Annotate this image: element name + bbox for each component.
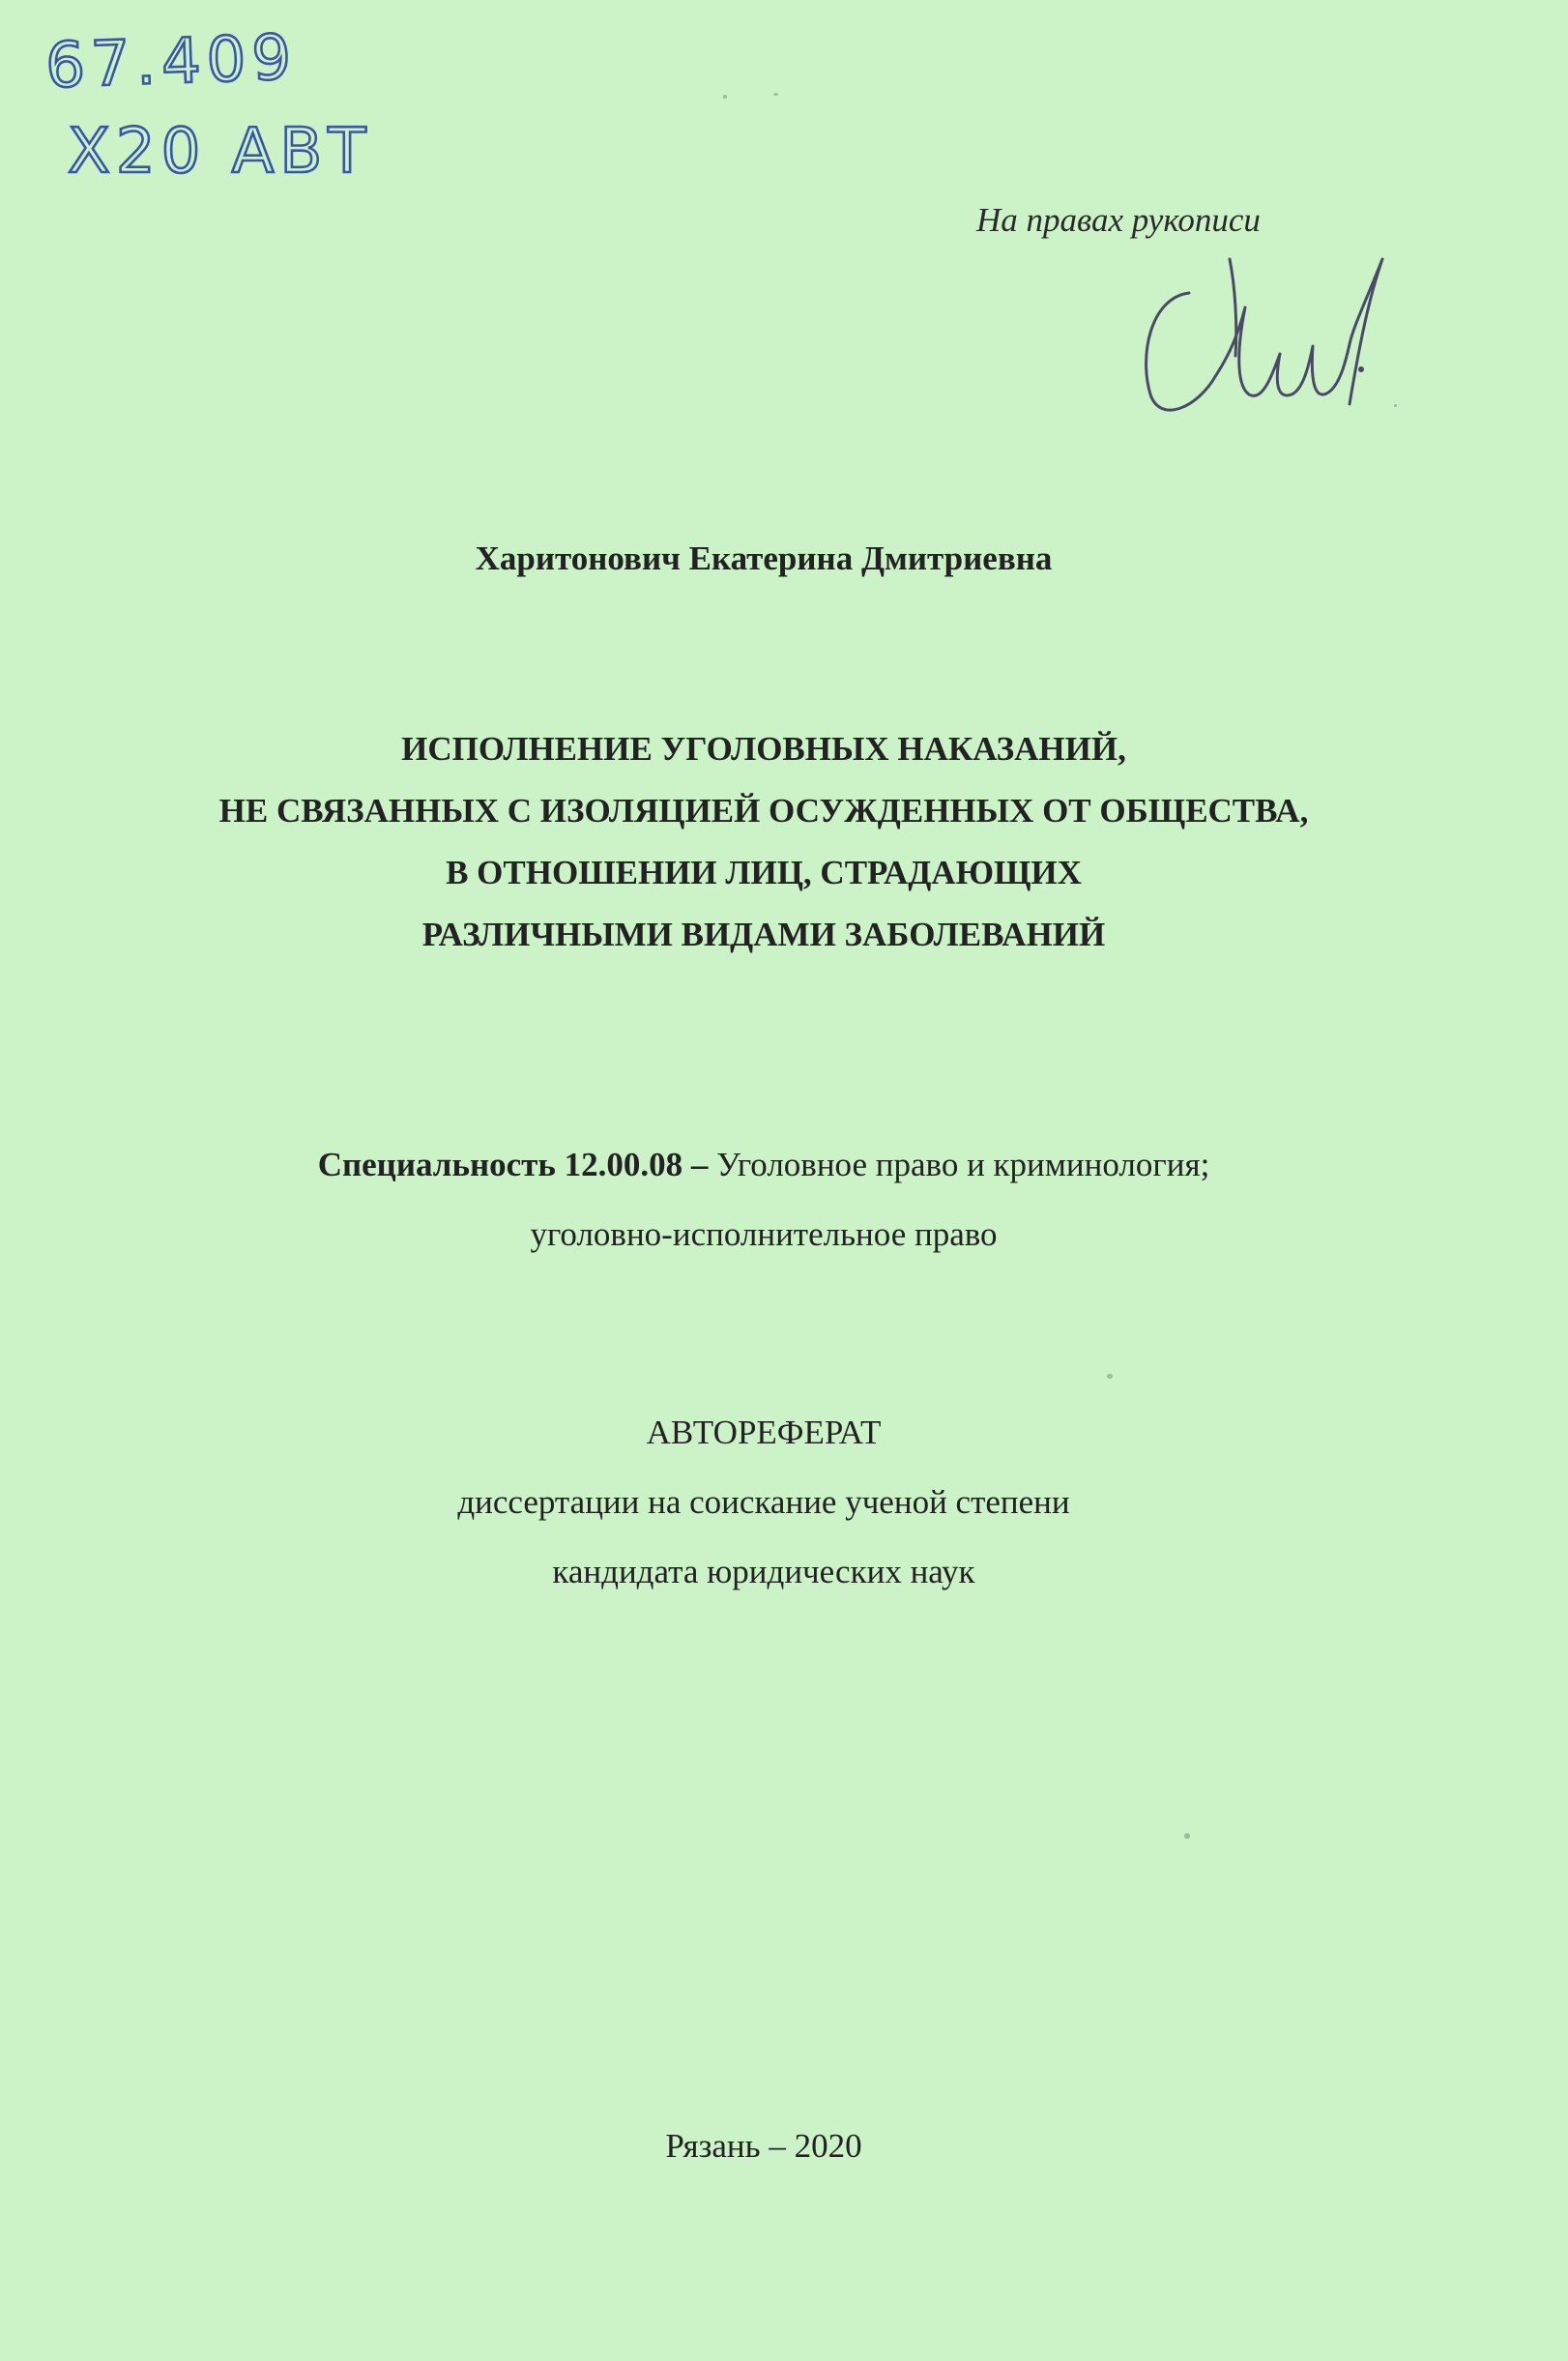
- handwritten-note-line1: 67.409: [44, 21, 299, 102]
- dissertation-title: [0, 718, 1527, 966]
- title-line: РАЗЛИЧНЫМИ ВИДАМИ ЗАБОЛЕВАНИЙ: [421, 916, 1106, 953]
- abstract-heading: АВТОРЕФЕРАТ: [646, 1414, 882, 1451]
- title-line: НЕ СВЯЗАННЫХ С ИЗОЛЯЦИЕЙ ОСУЖДЕННЫХ ОТ ОБЩЕСТВА,: [218, 792, 1309, 830]
- title-line: В ОТНОШЕНИИ ЛИЦ, СТРАДАЮЩИХ: [446, 854, 1082, 891]
- scan-speck: [773, 93, 778, 96]
- specialty-line2: уголовно-исполнительное право: [530, 1215, 998, 1253]
- author-name: Харитонович Екатерина Дмитриевна: [475, 539, 1053, 577]
- abstract-block: [0, 1398, 1527, 1607]
- title-line: ИСПОЛНЕНИЕ УГОЛОВНЫХ НАКАЗАНИЙ,: [401, 730, 1126, 768]
- abstract-line1: диссертации на соискание ученой степени: [457, 1483, 1070, 1521]
- specialty-label: Специальность 12.00.08 –: [317, 1146, 709, 1183]
- specialty-line1: [0, 1130, 1527, 1200]
- city-year: Рязань – 2020: [665, 2127, 862, 2165]
- specialty-field: Уголовное право и криминология;: [708, 1146, 1210, 1183]
- signature-icon: [1121, 240, 1411, 433]
- scan-speck: [1184, 1833, 1190, 1839]
- scan-speck: [1107, 1374, 1113, 1379]
- handwritten-library-notes: [39, 19, 503, 203]
- abstract-line2: кандидата юридических наук: [552, 1553, 975, 1590]
- rights-note: На правах рукописи: [976, 201, 1261, 239]
- scan-speck: [723, 95, 727, 99]
- specialty-block: [0, 1130, 1527, 1269]
- handwritten-note-line2: X20 ABT: [68, 116, 372, 188]
